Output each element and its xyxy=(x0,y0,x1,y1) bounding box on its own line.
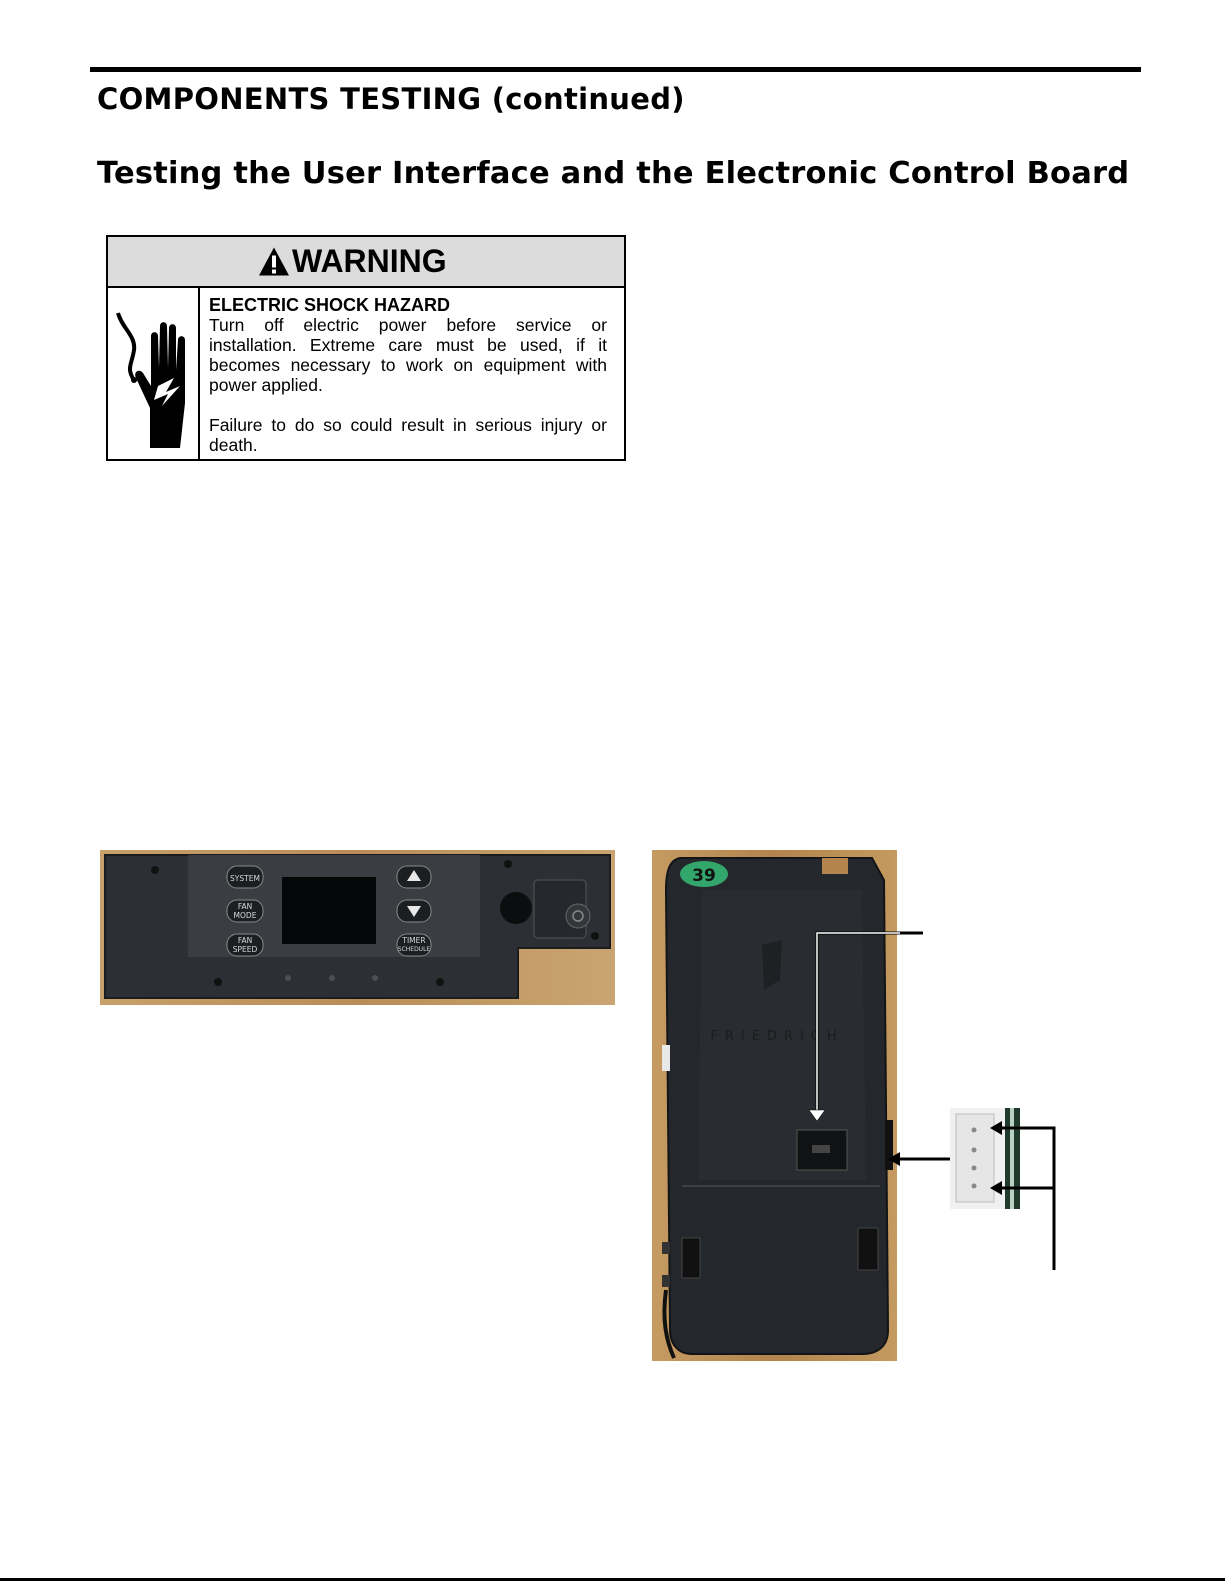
board-sticker-number: 39 xyxy=(692,866,716,886)
section-title: COMPONENTS TESTING (continued) xyxy=(97,82,685,116)
callout-usb-outline xyxy=(817,933,923,1112)
bottom-rule xyxy=(0,1578,1225,1581)
fan-mode-label-1: FAN xyxy=(237,902,253,911)
warning-header: WARNING xyxy=(108,237,624,288)
fan-mode-label-2: MODE xyxy=(233,911,257,920)
callout-pin-top-arrowhead xyxy=(990,1121,1002,1135)
system-button-label: SYSTEM xyxy=(230,874,260,883)
callout-connector-arrowhead xyxy=(888,1152,900,1166)
fan-speed-label-1: FAN xyxy=(237,936,253,945)
callout-pins-line xyxy=(1000,1128,1054,1270)
callout-usb-arrowhead xyxy=(809,1110,825,1121)
timer-label-2: SCHEDULE xyxy=(397,946,431,953)
page-title: Testing the User Interface and the Electronic Control Board xyxy=(97,156,1130,191)
hazard-heading: ELECTRIC SHOCK HAZARD xyxy=(209,295,450,315)
warning-paragraph-2: Failure to do so could result in serious injury or death. xyxy=(209,415,607,455)
fan-speed-label-2: SPEED xyxy=(232,945,258,954)
callout-pin-bottom-arrowhead xyxy=(990,1181,1002,1195)
timer-label-1: TIMER xyxy=(402,936,426,945)
warning-paragraph-1: Turn off electric power before service or installation. Extreme care must be used, if it becomes necessary to work on equipment with power applied. xyxy=(209,315,607,395)
brand-emboss-text: FRIEDRICH xyxy=(710,1029,844,1044)
